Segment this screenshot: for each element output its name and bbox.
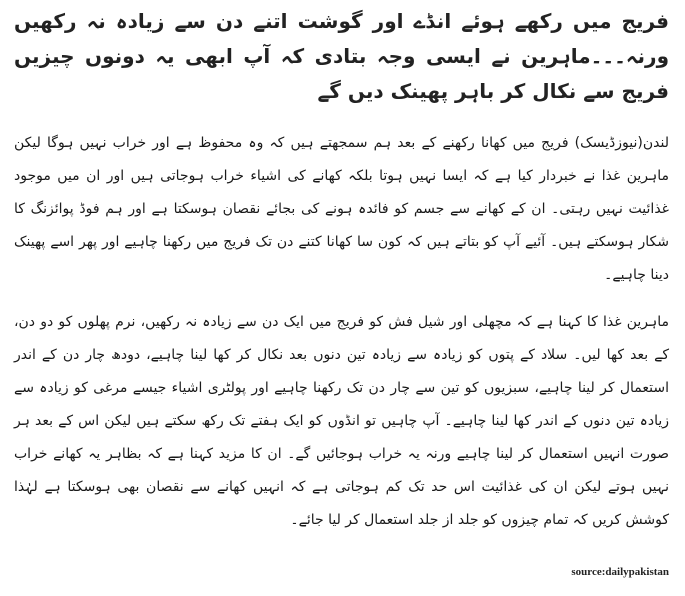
article [14,4,669,551]
article-headline: فریج میں رکھے ہوئے انڈے اور گوشت اتنے دن سے زیادہ نہ رکھیں ورنہ۔۔۔ماہرین نے ایسی وجہ بتادی کہ آپ ابھی یہ دونوں چیزیں فریج سے نکال کر باہر پھینک دیں گے [14,9,669,103]
source-credit: source:dailypakistan [571,566,669,578]
article-paragraph-1: لندن(نیوزڈیسک) فریج میں کھانا رکھنے کے بعد ہم سمجھتے ہیں کہ وہ محفوظ ہے اور خراب نہیں ہوگا لیکن ماہرین غذا نے خبردار کیا ہے کہ ایسا نہیں ہوتا بلکہ کھانے کی اشیاء خراب ہوجاتی ہیں اور ان میں موجود غذائیت نہیں رہتی۔ ان کے کھانے سے جسم کو فائدہ ہونے کی بجائے نقصان ہوسکتا ہے اور ہم فوڈ پوائزنگ کا شکار ہوسکتے ہیں۔ آئیے آپ کو بتاتے ہیں کہ کون سا کھانا کتنے دن تک فریج میں رکھنا چاہیے اور پھر اسے پھینک دینا چاہیے۔ [14,135,669,283]
article-paragraph-2: ماہرین غذا کا کہنا ہے کہ مچھلی اور شیل فش کو فریج میں ایک دن سے زیادہ نہ رکھیں، نرم پھلوں کو دو دن، کے بعد کھا لیں۔ سلاد کے پتوں کو زیادہ سے زیادہ تین دنوں بعد نکال کر کھا لینا چاہیے، دودھ چار دن کے اندر استعمال کر لینا چاہیے، سبزیوں کو تین سے چار دن تک رکھنا چاہیے اور پولٹری اشیاء جیسے مرغی کو زیادہ سے زیادہ تین دنوں کے اندر کھا لینا چاہیے۔ آپ چاہیں تو انڈوں کو ایک ہفتے تک رکھ سکتے ہیں لیکن اس کے بعد ہر صورت انہیں استعمال کر لینا چاہیے ورنہ یہ خراب ہوجائیں گے۔ ان کا مزید کہنا ہے کہ بظاہر یہ کھانے خراب نہیں ہوتے لیکن ان کی غذائیت اس حد تک کم ہوجاتی ہے کہ انہیں کھانے سے نقصان بھی ہوسکتا ہے لہٰذا کوشش کریں کہ تمام چیزوں کو جلد از جلد استعمال کر لیا جائے۔ [14,314,669,528]
